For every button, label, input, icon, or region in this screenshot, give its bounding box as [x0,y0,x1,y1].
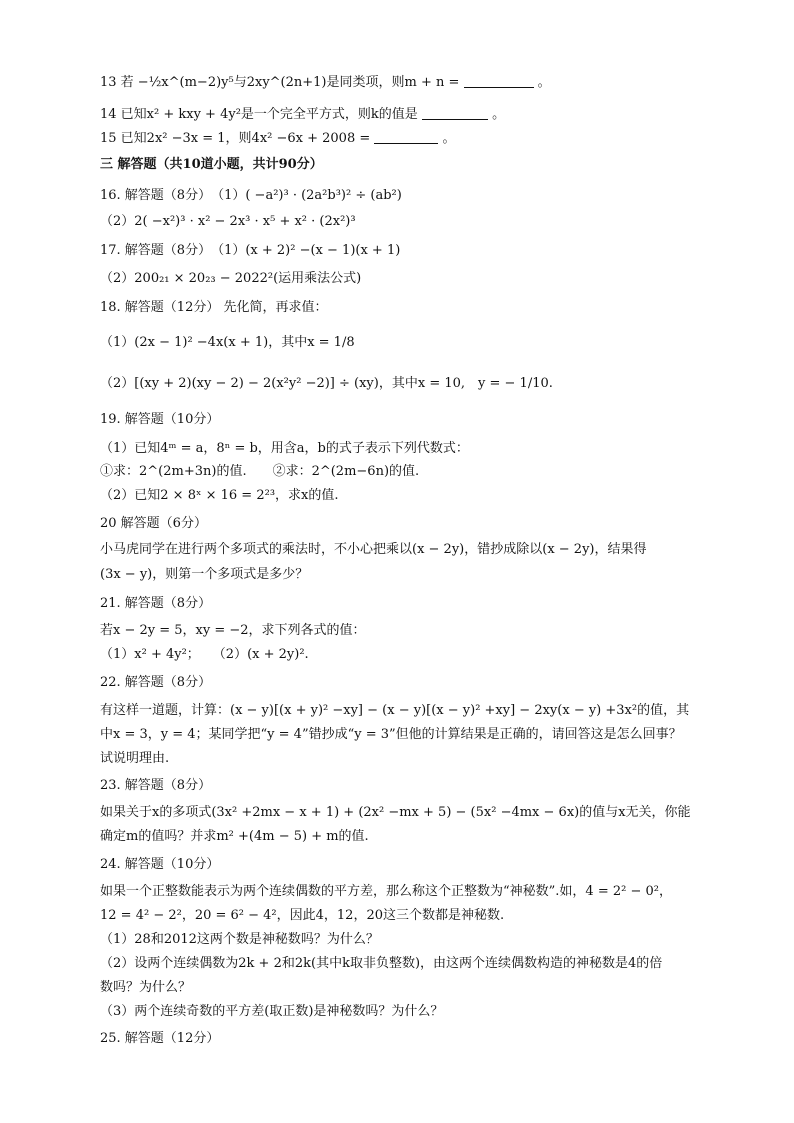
q24-line2: 12 = 4² − 2²，20 = 6² − 4²，因此4，12，20这三个数都是神秘数. [100,908,505,923]
q23-line1: 如果关于x的多项式(3x² +2mx − x + 1) + (2x² −mx + 5) − (5x² −4mx − 6x)的值与x无关，你能 [100,805,691,820]
q24-part1: （1）28和2012这两个数是神秘数吗？为什么？ [100,932,379,947]
q16-part2: （2）2( −x²)³ · x² − 2x³ · x⁵ + x² · (2x²)³ [100,214,356,229]
answer-blank-15 [374,130,438,144]
q21-line1: 若x − 2y = 5，xy = −2，求下列各式的值： [100,623,366,638]
q17-part1: 17. 解答题（8分） （1）(x + 2)² −(x − 1)(x + 1) [100,243,401,258]
q24-header: 24. 解答题（10分） [100,857,220,872]
q16-part1: 16. 解答题（8分） （1）( −a²)³ · (2a²b³)² ÷ (ab²) [100,188,402,203]
q24-part3: （3）两个连续奇数的平方差(取正数)是神秘数吗？为什么？ [100,1004,444,1019]
q20-line1: 小马虎同学在进行两个多项式的乘法时，不小心把乘以(x − 2y)，错抄成除以(x − 2y)，结果得 [100,542,647,557]
q22-line1: 有这样一道题，计算：(x − y)[(x + y)² −xy] − (x − y)[(x − y)² +xy] − 2xy(x − y) +3x²的值，其 [100,703,690,718]
section-title: 三 解答题（共10道小题，共计90分） [100,157,323,172]
q18-part2: （2）[(xy + 2)(xy − 2) − 2(x²y² −2)] ÷ (xy)，其中x = 10, y = − 1/10. [100,376,553,391]
q19-subparts: ①求：2^(2m+3n)的值. ②求：2^(2m−6n)的值. [100,464,420,479]
q21-line2: （1）x² + 4y²； （2）(x + 2y)². [100,647,309,662]
q20-line2: (3x − y)，则第一个多项式是多少？ [100,567,309,582]
question-13 [100,74,551,92]
question-13-text: 13 若 −½x^(m−2)y⁵与2xy^(2n+1)是同类项，则m + n = [100,75,460,90]
q19-header: 19. 解答题（10分） [100,412,220,427]
question-15-text: 15 已知2x² −3x = 1，则4x² −6x + 2008 = [100,131,371,146]
q18-part1: （1）(2x − 1)² −4x(x + 1)，其中x = 1/8 [100,335,355,350]
question-15 [100,130,456,148]
q24-part2-line1: （2）设两个连续偶数为2k + 2和2k(其中k取非负整数)，由这两个连续偶数构造的神秘数是4的倍 [100,956,663,971]
q17-part2: （2）200₂₁ × 20₂₃ − 2022²(运用乘法公式) [100,271,362,286]
q19-part1: （1）已知4ᵐ = a，8ⁿ = b，用含a，b的式子表示下列代数式： [100,441,469,456]
q22-line3: 试说明理由. [100,751,170,766]
question-14 [100,106,505,124]
q22-line2: 中x = 3，y = 4；某同学把“y = 4”错抄成“y = 3”但他的计算结果是正确的，请回答这是怎么回事？ [100,727,682,742]
q21-header: 21. 解答题（8分） [100,596,212,611]
q22-header: 22. 解答题（8分） [100,675,212,690]
question-13-end: 。 [537,75,551,90]
q24-part2-line2: 数吗？为什么？ [100,980,192,995]
q25-header: 25. 解答题（12分） [100,1031,220,1046]
q19-part2: （2）已知2 × 8ˣ × 16 = 2²³，求x的值. [100,488,339,503]
q18-header: 18. 解答题（12分） 先化简，再求值： [100,300,328,315]
q23-line2: 确定m的值吗？并求m² +(4m − 5) + m的值. [100,829,369,844]
question-14-end: 。 [492,107,506,122]
q24-line1: 如果一个正整数能表示为两个连续偶数的平方差，那么称这个正整数为“神秘数”.如，4 = 2² − 0²， [100,884,672,899]
question-15-end: 。 [442,131,456,146]
answer-blank-13 [464,74,534,88]
answer-blank-14 [422,106,488,120]
q23-header: 23. 解答题（8分） [100,778,212,793]
question-14-text: 14 已知x² + kxy + 4y²是一个完全平方式，则k的值是 [100,107,418,122]
q20-header: 20 解答题（6分） [100,516,207,531]
